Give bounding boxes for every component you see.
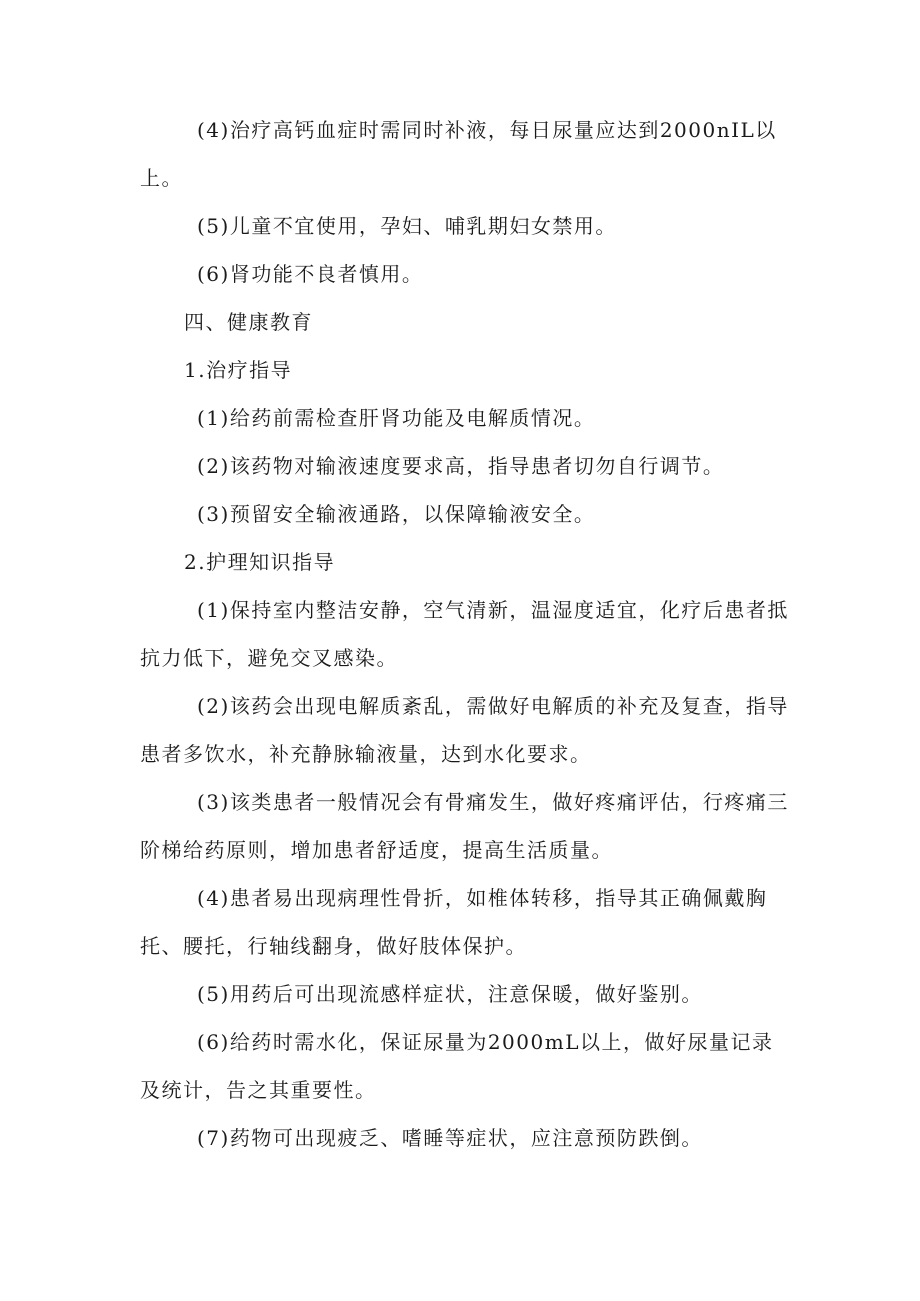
paragraph-hypercalcemia-fluids: (4)治疗高钙血症时需同时补液，每日尿量应达到2000nIL以上。 [140,118,777,190]
paragraph-flu-symptoms: (5)用药后可出现流感样症状，注意保暖，做好鉴别。 [197,982,703,1006]
paragraph-infusion-speed: (2)该药物对输液速度要求高，指导患者切勿自行调节。 [197,454,725,478]
paragraph-check-liver-kidney: (1)给药前需检查肝肾功能及电解质情况。 [197,406,596,430]
paragraph-fatigue-falls: (7)药物可出现疲乏、嗜睡等症状，应注意预防跌倒。 [197,1126,703,1150]
paragraph-room-environment: (1)保持室内整洁安静，空气清新，温湿度适宜，化疗后患者抵抗力低下，避免交叉感染。 [140,598,789,670]
subheading-treatment-guidance: 1.治疗指导 [184,358,293,382]
section-heading-health-education: 四、健康教育 [184,310,313,334]
paragraph-bone-pain: (3)该类患者一般情况会有骨痛发生，做好疼痛评估，行疼痛三阶梯给药原则，增加患者舒适度，提高生活质量。 [140,790,789,862]
paragraph-electrolyte-disorder: (2)该药会出现电解质紊乱，需做好电解质的补充及复查，指导患者多饮水，补充静脉输液量，达到水化要求。 [140,694,789,766]
paragraph-infusion-access: (3)预留安全输液通路，以保障输液安全。 [197,502,596,526]
paragraph-renal-caution: (6)肾功能不良者慎用。 [197,262,424,286]
paragraph-pathological-fracture: (4)患者易出现病理性骨折，如椎体转移，指导其正确佩戴胸托、腰托，行轴线翻身，做好肢体保护。 [140,886,768,958]
paragraph-hydration-urine: (6)给药时需水化，保证尿量为2000mL以上，做好尿量记录及统计，告之其重要性。 [140,1030,774,1102]
paragraph-children-pregnancy: (5)儿童不宜使用，孕妇、哺乳期妇女禁用。 [197,214,617,238]
subheading-nursing-guidance: 2.护理知识指导 [184,550,336,574]
